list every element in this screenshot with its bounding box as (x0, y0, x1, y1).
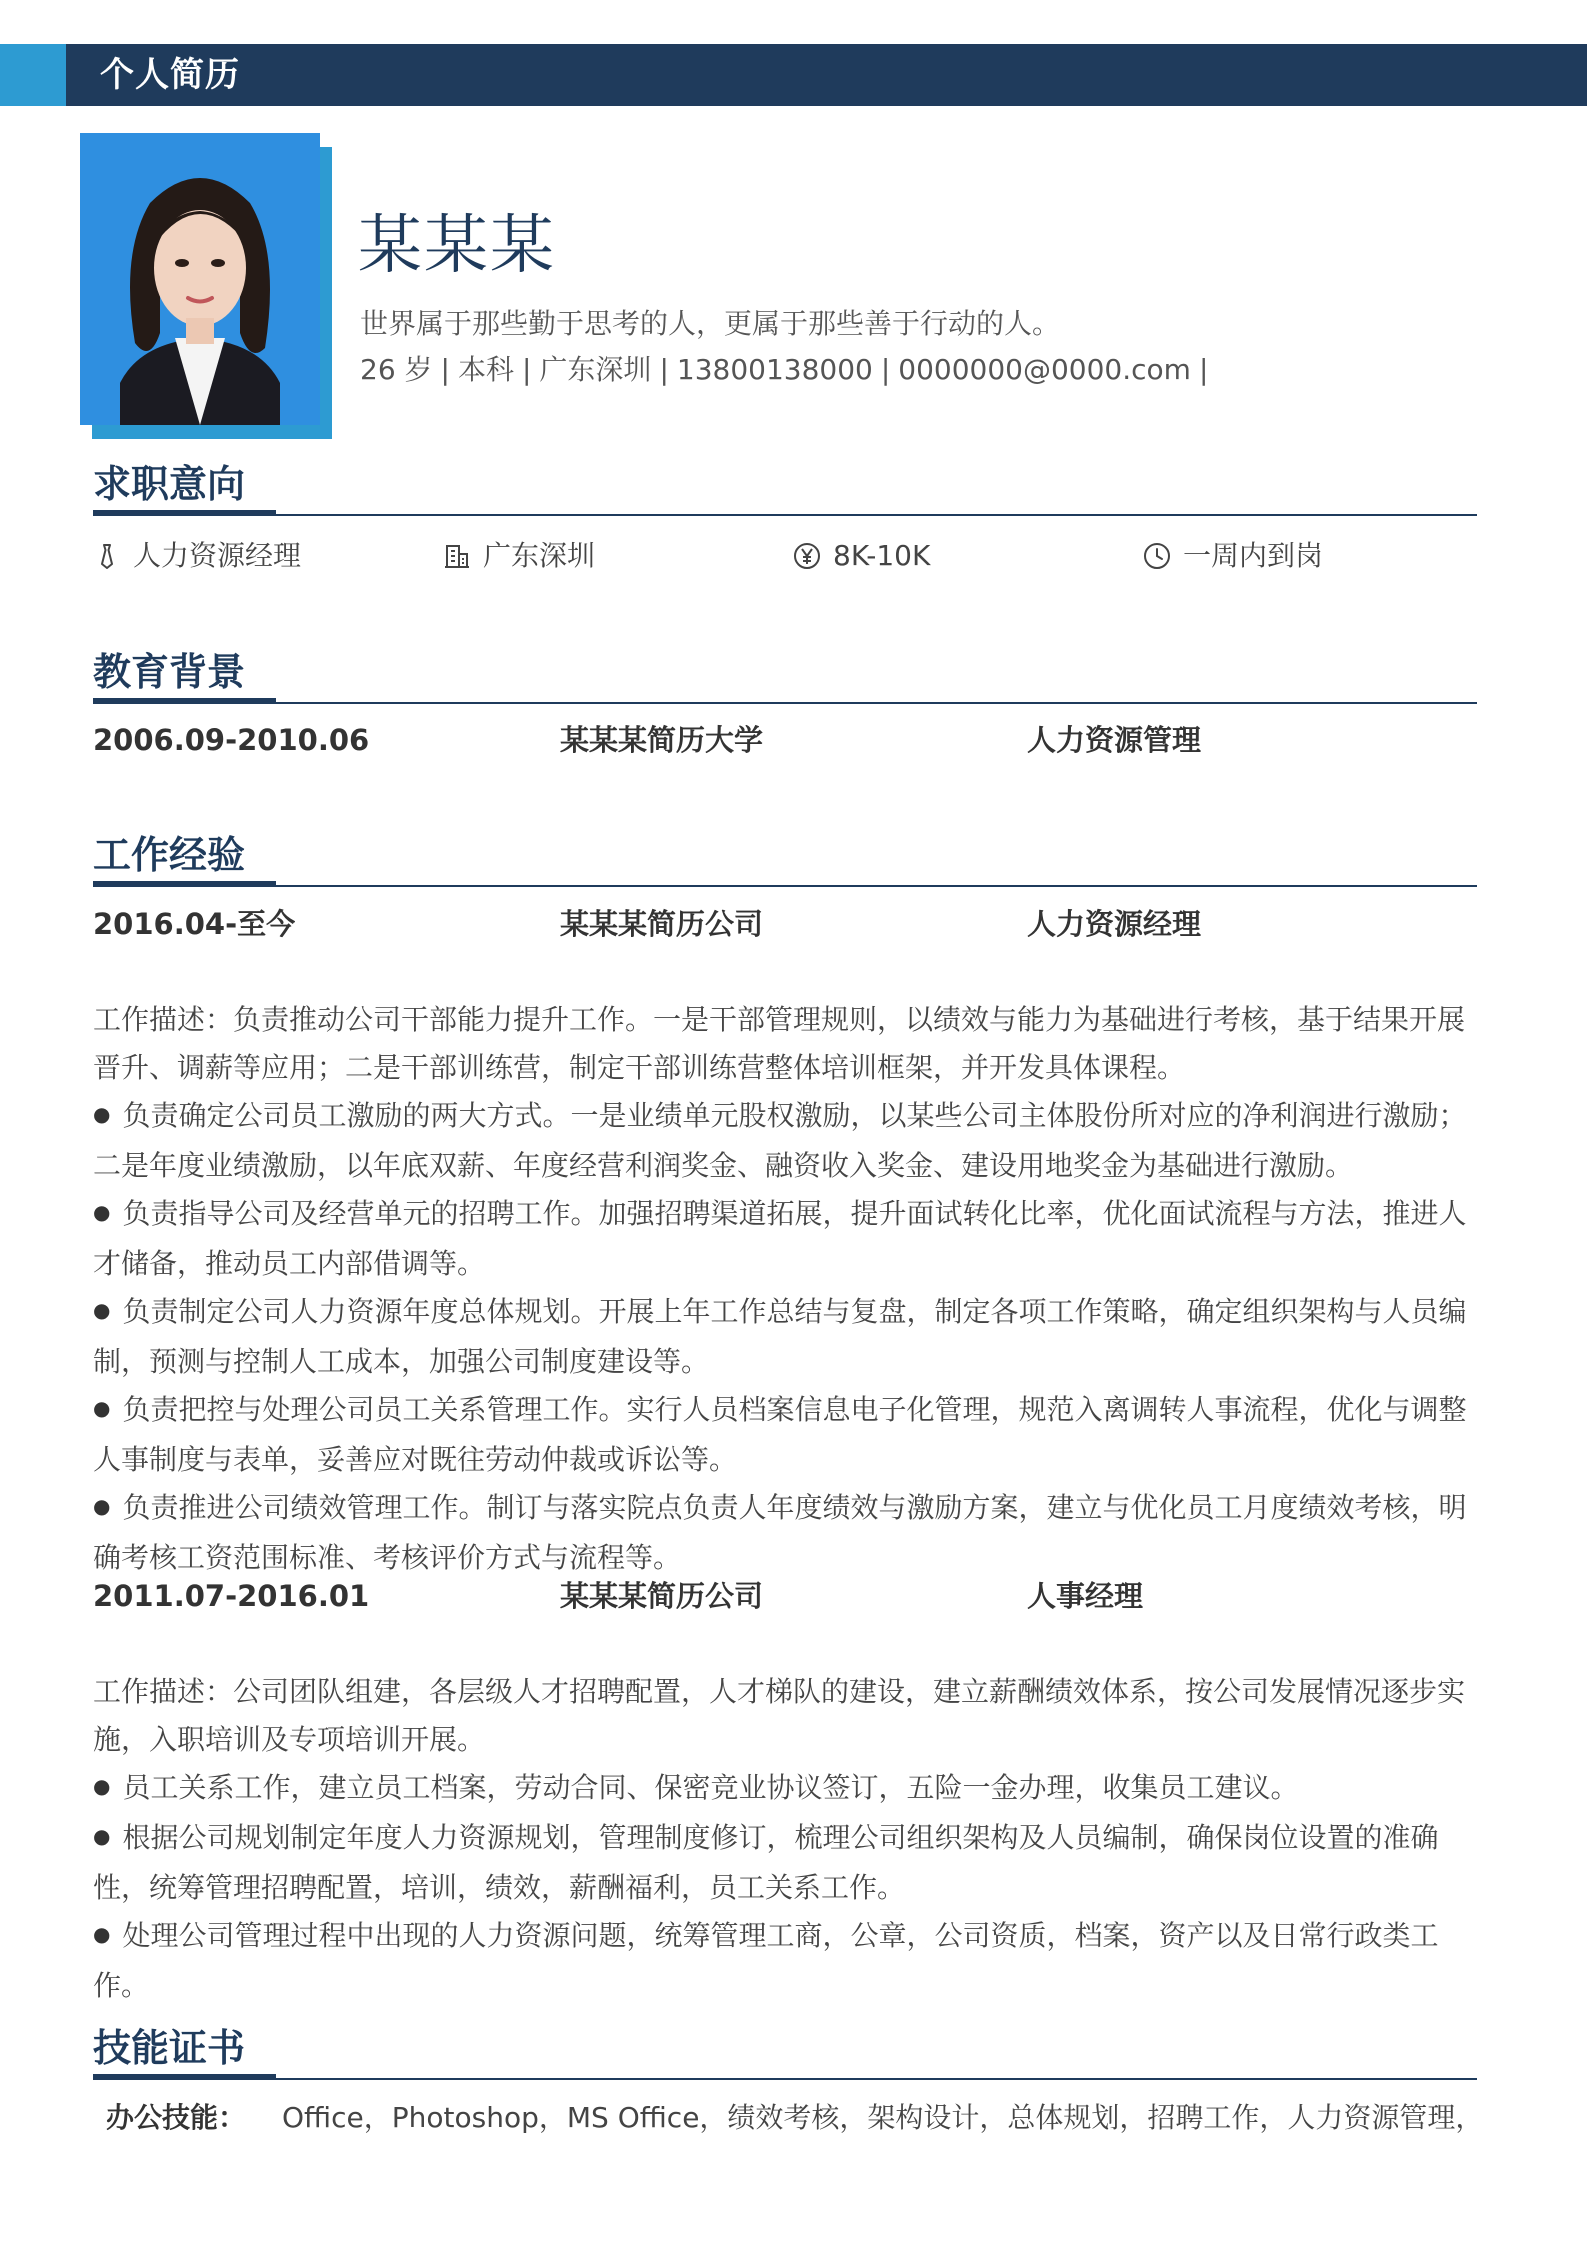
work-role: 人力资源经理 (1027, 907, 1202, 941)
intent-city (443, 534, 595, 578)
skills-value: Office，Photoshop，MS Office，绩效考核，架构设计，总体规划，招聘工作，人力资源管理， (282, 2101, 1484, 2134)
profile-contact: 26 岁 | 本科 | 广东深圳 | 13800138000 | 0000000@0000.com | (360, 353, 1209, 386)
section-divider-accent (93, 510, 276, 516)
yen-icon (793, 542, 821, 570)
contact-phone: 13800138000 (676, 353, 873, 386)
work-description: 工作描述：负责推动公司干部能力提升工作。一是干部管理规则，以绩效与能力为基础进行考核，基于结果开展晋升、调薪等应用；二是干部训练营，制定干部训练营整体培训框架，并开发具体课程。 (93, 1003, 1466, 1084)
section-divider (93, 885, 1477, 887)
skills-row (106, 2096, 1486, 2140)
work-period: 2016.04-至今 (93, 907, 296, 941)
header-bar (0, 44, 1587, 106)
building-icon (443, 542, 471, 570)
contact-degree: 本科 (457, 353, 514, 386)
work-company: 某某某简历公司 (560, 907, 764, 941)
intent-salary (793, 534, 930, 578)
work-bullet: ● 负责指导公司及经营单元的招聘工作。加强招聘渠道拓展，提升面试转化比率，优化面试流程与方法，推进人才储备，推动员工内部借调等。 (93, 1190, 1473, 1288)
section-work-heading (93, 827, 1477, 887)
work-row (93, 904, 1477, 944)
work-bullet: ● 根据公司规划制定年度人力资源规划，管理制度修订，梳理公司组织架构及人员编制，确保岗位设置的准确性，统筹管理招聘配置，培训，绩效，薪酬福利，员工关系工作。 (93, 1814, 1473, 1912)
profile-name: 某某某 (358, 209, 556, 283)
header-accent (0, 44, 66, 106)
work-bullet: ● 员工关系工作，建立员工档案，劳动合同、保密竞业协议签订，五险一金办理，收集员工建议。 (93, 1764, 1473, 1814)
contact-email: 0000000@0000.com (898, 353, 1191, 386)
portrait-icon (80, 133, 320, 425)
education-major: 人力资源管理 (1027, 723, 1202, 757)
section-education-heading (93, 644, 1477, 704)
education-row (93, 720, 1477, 760)
profile-motto: 世界属于那些勤于思考的人，更属于那些善于行动的人。 (360, 307, 1061, 340)
section-skills-heading (93, 2020, 1477, 2080)
contact-city: 广东深圳 (539, 353, 652, 386)
tie-icon (93, 542, 121, 570)
section-intent-heading (93, 456, 1477, 516)
intent-salary-label: 8K-10K (833, 539, 931, 572)
work-details (93, 1668, 1473, 2010)
profile-photo (80, 133, 332, 439)
work-company: 某某某简历公司 (560, 1579, 764, 1613)
intent-position (93, 534, 301, 578)
section-divider (93, 702, 1477, 704)
work-bullet: ● 处理公司管理过程中出现的人力资源问题，统筹管理工商，公章，公司资质，档案，资产以及日常行政类工作。 (93, 1912, 1473, 2010)
photo-portrait (80, 133, 320, 425)
work-details (93, 996, 1473, 1582)
work-bullet: ● 负责制定公司人力资源年度总体规划。开展上年工作总结与复盘，制定各项工作策略，确定组织架构与人员编制，预测与控制人工成本，加强公司制度建设等。 (93, 1288, 1473, 1386)
intent-arrival-label: 一周内到岗 (1183, 539, 1324, 572)
clock-icon (1143, 542, 1171, 570)
work-bullet: ● 负责把控与处理公司员工关系管理工作。实行人员档案信息电子化管理，规范入离调转人事流程，优化与调整人事制度与表单，妥善应对既往劳动仲裁或诉讼等。 (93, 1386, 1473, 1484)
intent-row (93, 534, 1477, 578)
education-period: 2006.09-2010.06 (93, 723, 370, 757)
education-school: 某某某简历大学 (560, 723, 764, 757)
section-divider-accent (93, 881, 276, 887)
section-title: 求职意向 (93, 462, 246, 506)
contact-age: 26 岁 (360, 353, 433, 386)
section-divider-accent (93, 2074, 276, 2080)
work-bullet: ● 负责推进公司绩效管理工作。制订与落实院点负责人年度绩效与激励方案，建立与优化员工月度绩效考核，明确考核工资范围标准、考核评价方式与流程等。 (93, 1484, 1473, 1582)
header-title: 个人简历 (100, 55, 240, 95)
work-bullet: ● 负责确定公司员工激励的两大方式。一是业绩单元股权激励，以某些公司主体股份所对应的净利润进行激励；二是年度业绩激励，以年底双薪、年度经营利润奖金、融资收入奖金、建设用地奖金为基础进行激励。 (93, 1092, 1473, 1190)
section-title: 技能证书 (93, 2026, 246, 2070)
intent-position-label: 人力资源经理 (133, 539, 302, 572)
section-title: 工作经验 (93, 833, 246, 877)
section-divider-accent (93, 698, 276, 704)
section-title: 教育背景 (93, 650, 246, 694)
intent-arrival (1143, 534, 1323, 578)
intent-city-label: 广东深圳 (483, 539, 596, 572)
work-role: 人事经理 (1027, 1579, 1144, 1613)
work-period: 2011.07-2016.01 (93, 1579, 370, 1613)
work-description: 工作描述：公司团队组建，各层级人才招聘配置，人才梯队的建设，建立薪酬绩效体系，按公司发展情况逐步实施，入职培训及专项培训开展。 (93, 1675, 1466, 1756)
section-divider (93, 2078, 1477, 2080)
skills-label: 办公技能： (106, 2101, 247, 2134)
work-row (93, 1576, 1477, 1616)
section-divider (93, 514, 1477, 516)
